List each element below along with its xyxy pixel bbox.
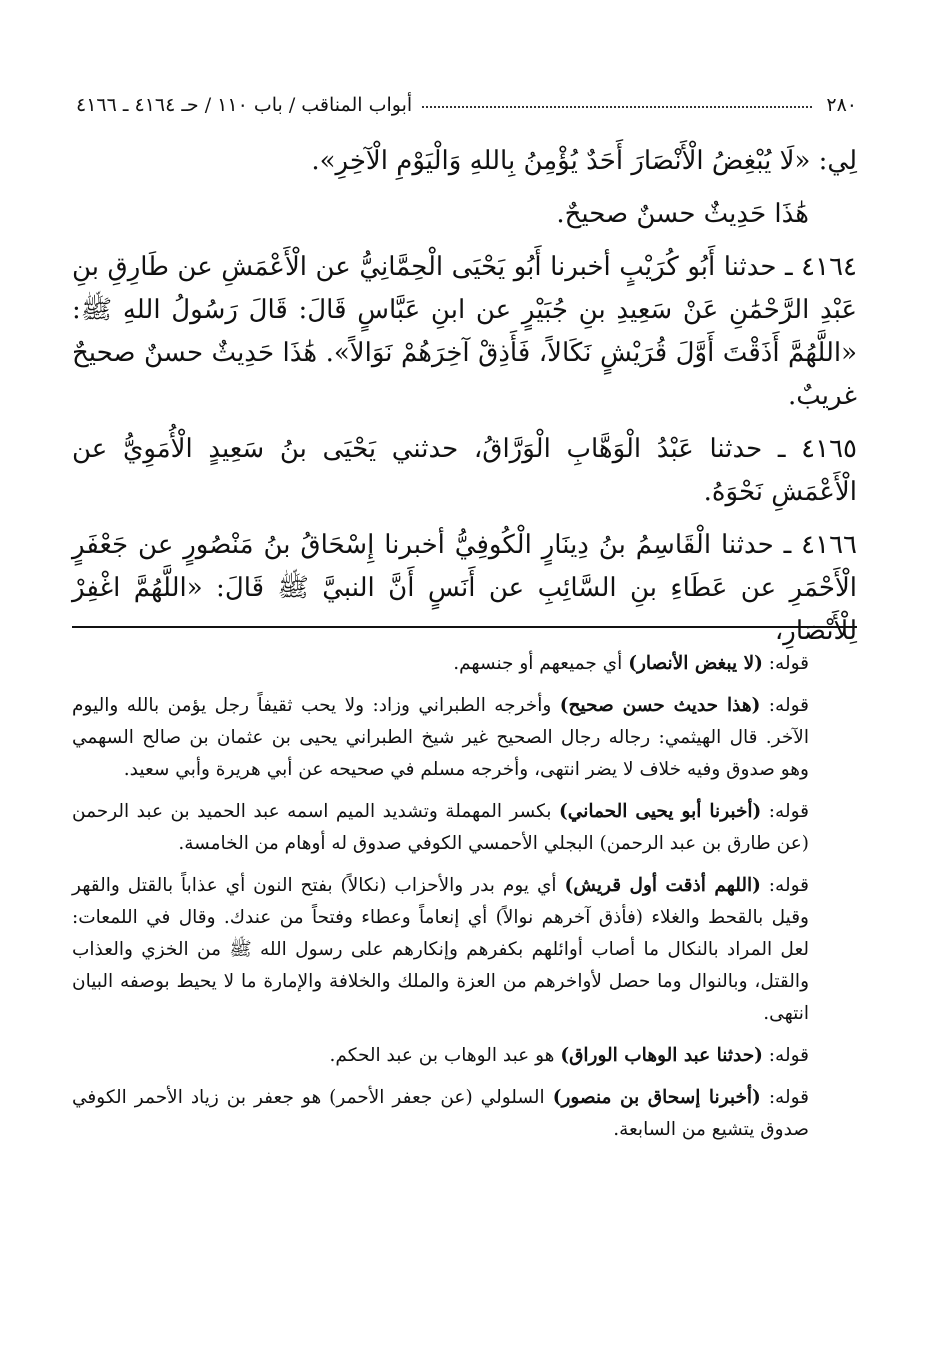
note-body: هو عبد الوهاب بن عبد الحكم.: [329, 1045, 555, 1066]
running-header: [72, 80, 857, 116]
note-body: أي يوم بدر والأحزاب (نكالاً) بفتح النون أي عذاباً بالقتل والقهر وقيل بالقحط والغلاء (فأذق آخرهم نوالاً) أي إنعاماً وعطاء وفتحاً من عندك. وقال في اللمعات: لعل المراد بالنكال ما أصاب أوائلهم بكفرهم وإنكارهم على رسول الله ﷺ من الخزي والعذاب والقتل، وبالنوال وما حصل لأواخرهم من العزة والملك والخلافة والإمارة ما لا يحيط بوصفه البيان انتهى.: [72, 875, 809, 1024]
note-lead: قوله:: [768, 801, 809, 822]
hadith-4166: ٤١٦٦ ـ حدثنا الْقَاسِمُ بنُ دِينَارٍ الْكُوفِيُّ أخبرنا إِسْحَاقُ بنُ مَنْصُورٍ عن جَعْفَرٍ الْأَحْمَرِ عن عَطَاءِ بنِ السَّائِبِ عن أَنَسٍ أَنَّ النبيَّ ﷺ قَالَ: «اللَّهُمَّ اغْفِرْ لِلْأَنْصَارِ،: [72, 530, 857, 646]
note-quote: (لا يبغض الأنصار): [628, 653, 763, 674]
note-4: [72, 870, 857, 1030]
hadith-continuation: لِي: «لَا يُبْغِضُ الْأَنْصَارَ أَحَدٌ يُؤْمِنُ بِاللهِ وَالْيَوْمِ الْآخِرِ».: [311, 146, 857, 176]
note-quote: (أخبرنا أبو يحيى الحماني): [559, 801, 762, 822]
hadith-4165: ٤١٦٥ ـ حدثنا عَبْدُ الْوَهَّابِ الْوَرَّاقُ، حدثني يَحْيَى بنُ سَعِيدٍ الْأُمَوِيُّ عن الْأَعْمَشِ نَحْوَهُ.: [72, 434, 857, 507]
note-3: [72, 796, 857, 860]
hadith-text: [72, 140, 857, 663]
commentary-notes: [72, 648, 857, 1156]
hadith-grading: هَٰذَا حَدِيثٌ حسنٌ صحيحٌ.: [556, 199, 809, 229]
note-quote: (أخبرنا إسحاق بن منصور): [552, 1087, 761, 1108]
note-5: [72, 1040, 857, 1072]
note-lead: قوله:: [768, 1087, 810, 1108]
note-body: أي جميعهم أو جنسهم.: [453, 653, 623, 674]
note-6: [72, 1082, 857, 1146]
note-1: [72, 648, 857, 680]
note-lead: قوله:: [768, 875, 809, 896]
header-title: أبواب المناقب / باب ١١٠ / حـ ٤١٦٤ ـ ٤١٦٦: [76, 94, 413, 116]
header-dot-leader: [422, 106, 812, 108]
note-2: [72, 690, 857, 786]
note-lead: قوله:: [768, 695, 809, 716]
note-body: وأخرجه الطبراني وزاد: ولا يحب ثقيفاً رجل يؤمن بالله واليوم الآخر. قال الهيثمي: رجاله رجال الصحيح غير شيخ الطبراني يحيى بن عثمان بن صالح السهمي وهو صدوق وفيه خلاف لا يضر انتهى، وأخرجه مسلم في صحيحه عن أبي هريرة وأبي سعيد.: [72, 695, 809, 780]
footnote-divider: [72, 626, 857, 628]
note-quote: (هذا حديث حسن صحيح): [559, 695, 761, 716]
hadith-4164: ٤١٦٤ ـ حدثنا أَبُو كُرَيْبٍ أخبرنا أَبُو يَحْيَى الْحِمَّانِيُّ عن الْأَعْمَشِ عن طَارِقِ بنِ عَبْدِ الرَّحْمَٰنِ عَنْ سَعِيدِ بنِ جُبَيْرٍ عن ابنِ عَبَّاسٍ قَالَ: قَالَ رَسُولُ اللهِ ﷺ: «اللَّهُمَّ أَذَقْتَ أَوَّلَ قُرَيْشٍ نَكَالاً، فَأَذِقْ آخِرَهُمْ نَوَالاً». هَٰذَا حَدِيثٌ حسنٌ صحيحٌ غريبٌ.: [72, 252, 857, 411]
page-number: ٢٨٠: [826, 94, 857, 116]
note-lead: قوله:: [768, 653, 809, 674]
note-quote: (حدثنا عبد الوهاب الوراق): [560, 1045, 763, 1066]
note-quote: (اللهم أذقت أول قريش): [564, 875, 761, 896]
note-lead: قوله:: [768, 1045, 809, 1066]
note-body: السلولي (عن جعفر الأحمر) هو جعفر بن زياد الأحمر الكوفي صدوق يتشيع من السابعة.: [72, 1087, 809, 1140]
note-body: بكسر المهملة وتشديد الميم اسمه عبد الحميد بن عبد الرحمن (عن طارق بن عبد الرحمن) البجلي الأحمسي الكوفي صدوق له أوهام من الخامسة.: [72, 801, 809, 854]
